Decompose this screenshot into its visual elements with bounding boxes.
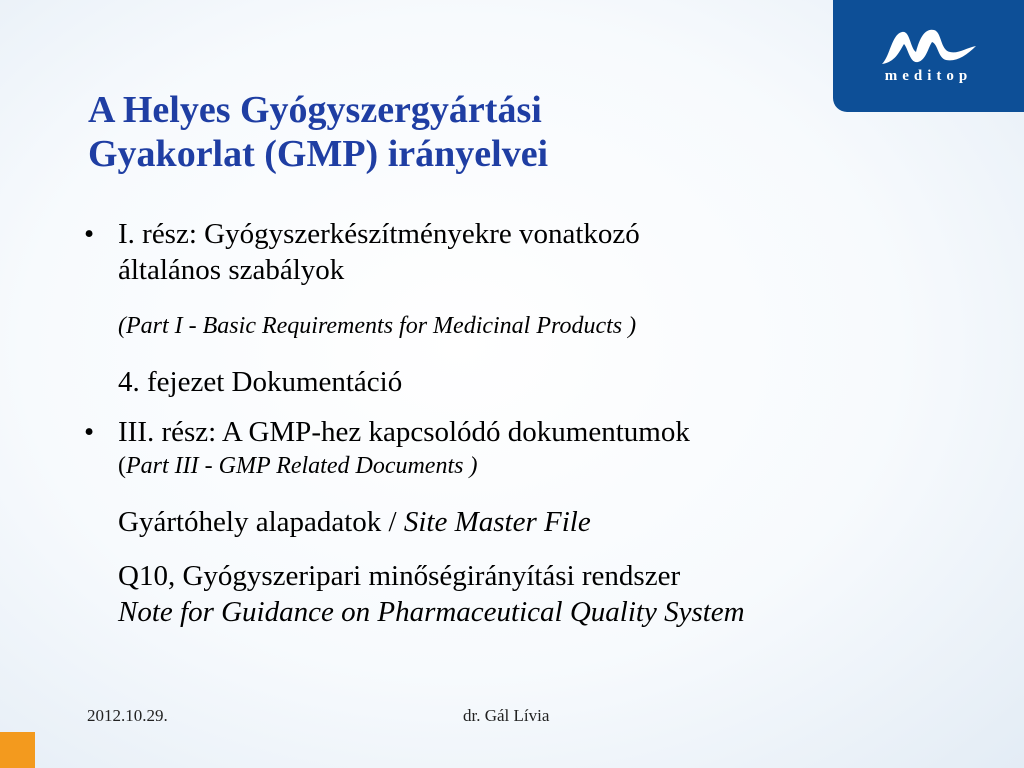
bullet-item-part1: [84, 216, 904, 288]
title-line-1: A Helyes Gyógyszergyártási: [88, 89, 542, 131]
wave-logo-icon: [880, 26, 978, 66]
footer-date: 2012.10.29.: [87, 706, 168, 725]
part3-english-row: [118, 448, 904, 484]
logo-text: meditop: [884, 68, 973, 84]
bullet-text-line1: I. rész: Gyógyszerkészítményekre vonatkozó: [118, 218, 640, 250]
site-master-file-row: [84, 504, 904, 540]
footer-author: dr. Gál Lívia: [463, 706, 550, 725]
slide-title: [88, 88, 708, 176]
orange-corner-block: [0, 732, 35, 768]
site-master-italic: Site Master File: [403, 506, 591, 538]
part3-english-paren: (: [118, 453, 126, 479]
chapter-text: 4. fejezet Dokumentáció: [118, 366, 403, 398]
q10-guidance: Note for Guidance on Pharmaceutical Quality System: [118, 596, 745, 628]
q10-text: Q10, Gyógyszeripari minőségirányítási rendszer: [118, 560, 681, 592]
site-master-prefix: Gyártóhely alapadatok /: [118, 506, 404, 538]
bullet-symbol: •: [84, 416, 95, 448]
bullet-symbol: •: [84, 218, 95, 250]
bullet-text-line2: általános szabályok: [118, 254, 345, 286]
bullet-item-part3: [84, 414, 904, 484]
meditop-logo: [833, 0, 1024, 112]
part3-english: Part III - GMP Related Documents ): [126, 453, 478, 479]
title-line-2: Gyakorlat (GMP) irányelvei: [88, 133, 549, 175]
slide-content: [84, 216, 904, 630]
part1-english: (Part I - Basic Requirements for Medicinal Products ): [118, 313, 637, 339]
bullet-text-line1: III. rész: A GMP-hez kapcsolódó dokumentumok: [118, 416, 690, 448]
